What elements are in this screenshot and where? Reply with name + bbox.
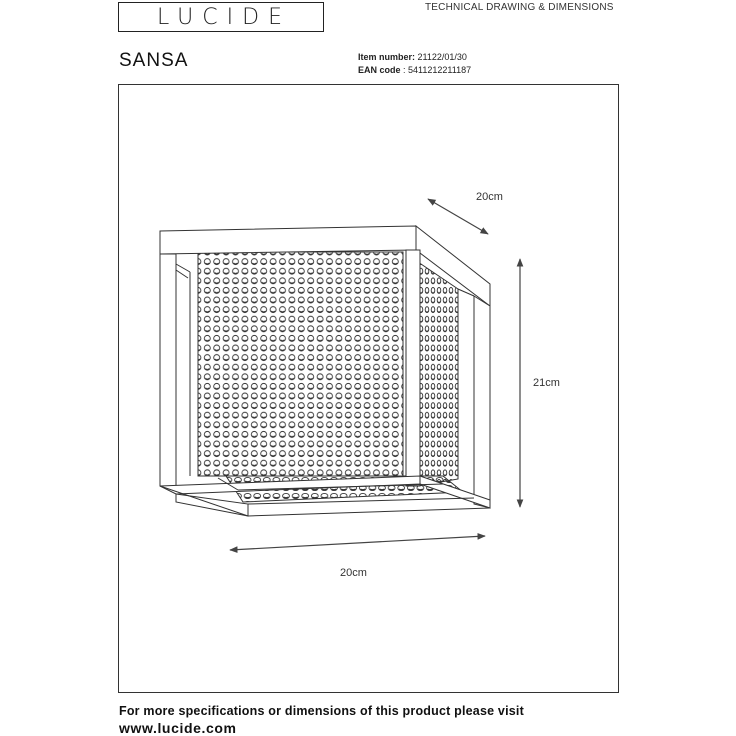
frame-post-front-right xyxy=(406,250,420,486)
frame-post-back-right xyxy=(474,296,490,508)
technical-drawing xyxy=(118,84,619,693)
item-number-value: 21122/01/30 xyxy=(417,52,467,62)
height-label: 21cm xyxy=(533,377,560,389)
footer-info-text: For more specifications or dimensions of this product please visit xyxy=(119,704,524,718)
ean-code-label: EAN code xyxy=(358,65,401,75)
lamp-cube-drawing xyxy=(160,226,490,516)
top-slab xyxy=(160,226,416,254)
depth-arrow xyxy=(428,199,488,234)
product-name: SANSA xyxy=(119,50,189,71)
width-arrow xyxy=(230,536,485,550)
item-number-label: Item number: xyxy=(358,52,416,62)
width-label: 20cm xyxy=(340,567,367,579)
depth-label: 20cm xyxy=(476,191,503,203)
brand-logo xyxy=(118,2,324,32)
ean-code-row xyxy=(358,65,471,75)
item-number-row xyxy=(358,52,467,62)
ean-code-value: : 5411212211187 xyxy=(403,65,472,75)
brand-logo-text: LUCIDE xyxy=(157,4,291,30)
document-title: TECHNICAL DRAWING & DIMENSIONS xyxy=(425,2,614,13)
side-perforated-panel xyxy=(418,262,458,486)
front-perforated-panel xyxy=(198,252,403,476)
frame-post-front-left xyxy=(160,254,176,486)
footer-website-link[interactable]: www.lucide.com xyxy=(119,720,237,736)
